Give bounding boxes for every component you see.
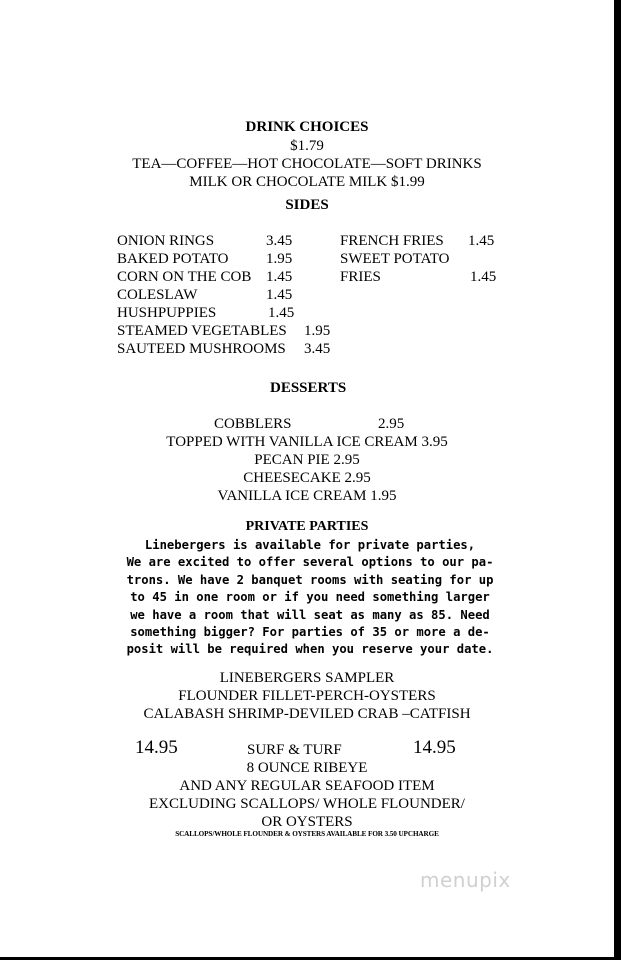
sides-title: SIDES xyxy=(285,197,329,213)
drinks-line-2: MILK OR CHOCOLATE MILK $1.99 xyxy=(189,174,425,190)
dessert-item-name: COBBLERS xyxy=(214,416,292,432)
private-parties-title: PRIVATE PARTIES xyxy=(245,519,369,534)
surf-turf-line: AND ANY REGULAR SEAFOOD ITEM xyxy=(179,778,435,794)
side-item-name: SAUTEED MUSHROOMS xyxy=(117,341,286,357)
side-item-price: 1.45 xyxy=(266,269,293,285)
private-parties-line: posit will be required when you reserve your date. xyxy=(126,642,494,657)
side-item-price: 1.45 xyxy=(468,233,495,249)
dessert-item: CHEESECAKE 2.95 xyxy=(243,470,371,486)
private-parties-text xyxy=(118,537,502,659)
drinks-title: DRINK CHOICES xyxy=(245,119,369,135)
side-item-name: HUSHPUPPIES xyxy=(117,305,217,321)
side-item-price: 1.45 xyxy=(266,287,293,303)
private-parties-line: trons. We have 2 banquet rooms with seating for up xyxy=(126,572,494,587)
private-parties-line: Linebergers is available for private parties, xyxy=(144,538,476,552)
desserts-title: DESSERTS xyxy=(270,380,347,396)
sampler-line: CALABASH SHRIMP-DEVILED CRAB –CATFISH xyxy=(143,706,471,722)
side-item-price: 1.95 xyxy=(266,251,293,267)
private-parties-line: to 45 in one room or if you need something larger xyxy=(130,590,490,605)
side-item-price: 1.45 xyxy=(470,269,497,285)
side-item-price: 1.95 xyxy=(304,323,331,339)
dessert-item-price: 2.95 xyxy=(378,416,405,432)
sampler-line: FLOUNDER FILLET-PERCH-OYSTERS xyxy=(178,688,436,704)
menupix-watermark: menupix xyxy=(420,868,511,892)
surf-turf-price-right: 14.95 xyxy=(413,737,456,758)
side-item-name: COLESLAW xyxy=(117,287,198,303)
surf-turf-line: 8 OUNCE RIBEYE xyxy=(246,760,368,776)
surf-turf-line: OR OYSTERS xyxy=(261,814,353,830)
side-item-name: CORN ON THE COB xyxy=(117,269,252,285)
surf-turf-price-left: 14.95 xyxy=(135,737,178,758)
side-item-name: BAKED POTATO xyxy=(117,251,229,267)
side-item-name: STEAMED VEGETABLES xyxy=(117,323,287,339)
side-item-price: 3.45 xyxy=(304,341,331,357)
drinks-price: $1.79 xyxy=(290,138,324,154)
side-item-name: SWEET POTATO xyxy=(340,251,450,267)
surf-turf-footnote: SCALLOPS/WHOLE FLOUNDER & OYSTERS AVAILABLE FOR 3.50 UPCHARGE xyxy=(175,830,439,838)
dessert-item: PECAN PIE 2.95 xyxy=(254,452,360,468)
side-item-name: FRENCH FRIES xyxy=(340,233,444,249)
dessert-item: TOPPED WITH VANILLA ICE CREAM 3.95 xyxy=(166,434,448,450)
private-parties-line: We are excited to offer several options to our pa- xyxy=(126,555,494,570)
side-item-price: 3.45 xyxy=(266,233,293,249)
private-parties-line: we have a room that will seat as many as 85. Need xyxy=(130,607,490,622)
drinks-line-1: TEA—COFFEE—HOT CHOCOLATE—SOFT DRINKS xyxy=(132,156,482,172)
surf-turf-title: SURF & TURF xyxy=(247,742,342,758)
side-item-name: FRIES xyxy=(340,269,381,285)
surf-turf-line: EXCLUDING SCALLOPS/ WHOLE FLOUNDER/ xyxy=(149,796,465,812)
private-parties-line: something bigger? For parties of 35 or more a de- xyxy=(130,625,490,640)
sampler-line: LINEBERGERS SAMPLER xyxy=(219,670,395,686)
side-item-price: 1.45 xyxy=(268,305,295,321)
side-item-name: ONION RINGS xyxy=(117,233,215,249)
dessert-item: VANILLA ICE CREAM 1.95 xyxy=(217,488,397,504)
